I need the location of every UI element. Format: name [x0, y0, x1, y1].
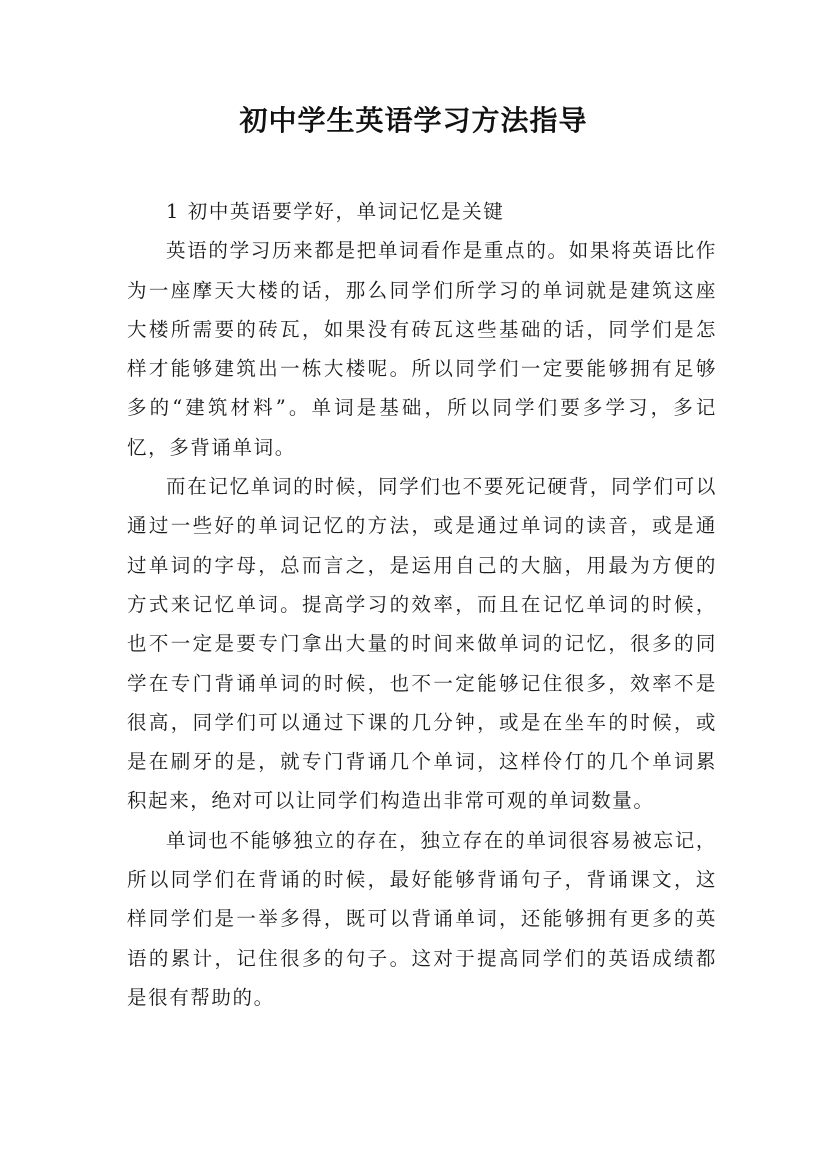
paragraph-3: 单词也不能够独立的存在，独立存在的单词很容易被忘记，所以同学们在背诵的时候，最好能够背诵句子，背诵课文，这样同学们是一举多得，既可以背诵单词，还能够拥有更多的英语的累计，记住很多的句子。这对于提高同学们的英语成绩都是很有帮助的。	[127, 828, 717, 1009]
section-heading: 1 初中英语要学好，单词记忆是关键	[166, 200, 505, 223]
paragraph-1: 英语的学习历来都是把单词看作是重点的。如果将英语比作为一座摩天大楼的话，那么同学们所学习的单词就是建筑这座大楼所需要的砖瓦，如果没有砖瓦这些基础的话，同学们是怎样才能够建筑出一栋大楼呢。所以同学们一定要能够拥有足够多的“建筑材料”。单词是基础，所以同学们要多学习，多记忆，多背诵单词。	[127, 239, 717, 459]
document-body	[127, 192, 717, 1017]
document-title: 初中学生英语学习方法指导	[239, 104, 588, 137]
paragraph-2: 而在记忆单词的时候，同学们也不要死记硬背，同学们可以通过一些好的单词记忆的方法，或是通过单词的读音，或是通过单词的字母，总而言之，是运用自己的大脑，用最为方便的方式来记忆单词。提高学习的效率，而且在记忆单词的时候，也不一定是要专门拿出大量的时间来做单词的记忆，很多的同学在专门背诵单词的时候，也不一定能够记住很多，效率不是很高，同学们可以通过下课的几分钟，或是在坐车的时候，或是在刷牙的是，就专门背诵几个单词，这样伶仃的几个单词累积起来，绝对可以让同学们构造出非常可观的单词数量。	[127, 475, 717, 813]
